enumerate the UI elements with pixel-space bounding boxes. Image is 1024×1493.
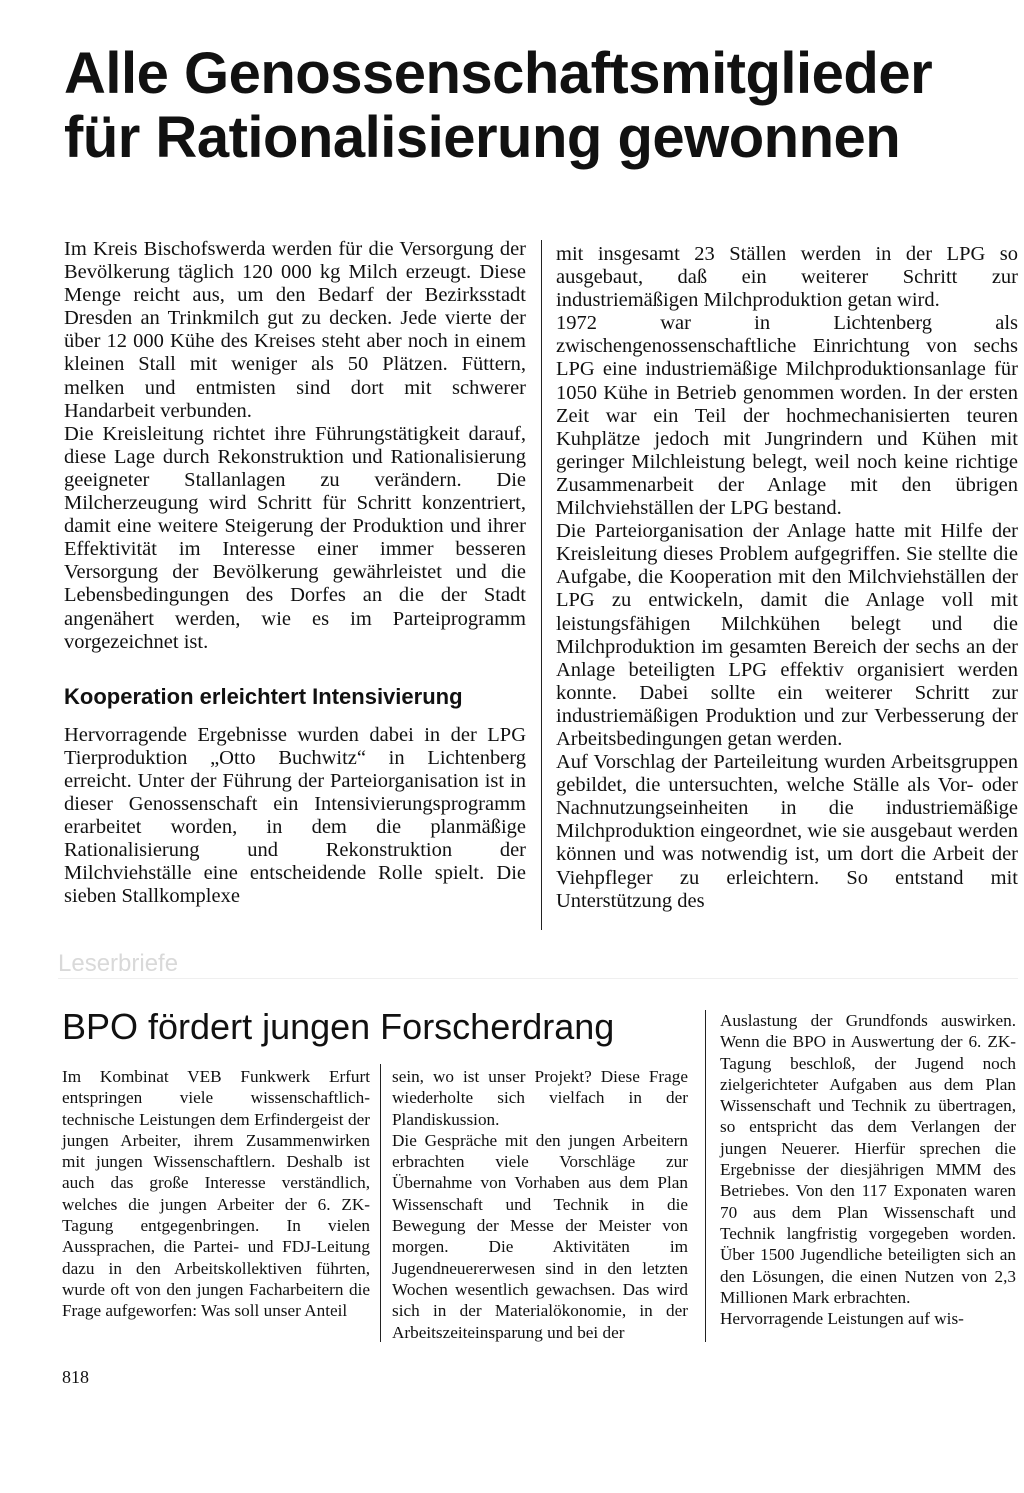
paragraph: Die Gespräche mit den jungen Arbeitern erbrachten viele Vorschläge zur Übernahme von Vorhaben aus dem Plan Wissenschaft und Technik in die Bewegung der Messe der Meister von morgen. Die Aktivitäten im Jugendneuererwesen sind in den letzten Wochen wesentlich gewachsen. Das wird sich in der Materialökonomie, in der Arbeitszeiteinsparung und bei der xyxy=(392,1130,688,1342)
paragraph: 1972 war in Lichtenberg als zwischengenossenschaftliche Einrichtung von sechs LPG eine industriemäßige Milchproduktionsanlage für 1050 Kühe in Betrieb genommen worden. In der ersten Zeit war ein Teil der hochmechanisierten teuren Kuhplätze jedoch mit Jungrindern und Kühen mit geringer Milchleistung belegt, weil noch keine richtige Zusammenarbeit der Anlage mit den übrigen Milchviehställen der LPG bestand. xyxy=(556,312,1018,520)
article-column-left xyxy=(64,238,526,908)
paragraph: Auf Vorschlag der Parteileitung wurden Arbeitsgruppen gebildet, die untersuchten, welche Ställe als Vor- oder Nachnutzungseinheiten in die industriemäßige Milchproduktion eingeordnet, wie sie ausgebaut werden können und was notwendig ist, um dort die Arbeit der Viehpfleger zu erleichtern. So entstand mit Unterstützung des xyxy=(556,751,1018,912)
second-article-headline: BPO fördert jungen Forscherdrang xyxy=(62,1006,615,1047)
paragraph: mit insgesamt 23 Ställen werden in der LPG so ausgebaut, daß ein weiterer Schritt zur industriemäßigen Milchproduktion getan wird. xyxy=(556,243,1018,312)
faded-rubric-label: Leserbriefe xyxy=(58,950,1018,979)
second-article-column-2 xyxy=(392,1066,688,1343)
paragraph: Hervorragende Leistungen auf wis- xyxy=(720,1309,964,1329)
column-divider xyxy=(705,1010,706,1342)
second-article-column-3 xyxy=(720,1010,1016,1329)
headline-line-1: Alle Genossenschaftsmitglieder xyxy=(64,41,933,106)
paragraph: Hervorragende Ergebnisse wurden dabei in der LPG Tierproduktion „Otto Buchwitz“ in Lichtenberg erreicht. Unter der Führung der Parteiorganisation ist in dieser Genossenschaft ein Intensivierungsprogramm erarbeitet worden, in dem die planmäßige Rationalisierung und Rekonstruktion der Milchviehställe eine entscheidende Rolle spielt. Die sieben Stallkomplexe xyxy=(64,723,526,908)
paragraph: Die Parteiorganisation der Anlage hatte mit Hilfe der Kreisleitung dieses Problem aufgegriffen. Sie stellte die Aufgabe, die Kooperation mit den Milchviehställen der LPG zu entwickeln, damit die Anlage voll mit leistungsfähigen Milchkühen belegt und die Milchproduktion im gesamten Bereich der sechs an der Anlage beteiligten LPG effektiv organisiert werden konnte. Dabei sollte ein weiterer Schritt zur industriemäßigen Produktion und zur Verbesserung der Arbeitsbedingungen getan werden. xyxy=(556,520,1018,750)
headline-line-2: für Rationalisierung gewonnen xyxy=(64,105,901,170)
column-divider xyxy=(380,1064,381,1342)
paragraph: Im Kombinat VEB Funkwerk Erfurt entspringen viele wissenschaftlich-technische Leistungen dem Erfindergeist der jungen Arbeiter, ihrem Zusammenwirken mit jungen Wissenschaftlern. Deshalb ist auch das große Interesse verständlich, welches die jungen Arbeiter der 6. ZK-Tagung entgegenbringen. In vielen Aussprachen, die Partei- und FDJ-Leitung dazu in den Arbeitskollektiven führten, wurde oft von den jungen Facharbeitern die Frage aufgeworfen: Was soll unser Anteil xyxy=(62,1067,370,1321)
section-subheading: Kooperation erleichtert Intensivierung xyxy=(64,683,463,709)
paragraph: Die Kreisleitung richtet ihre Führungstätigkeit darauf, diese Lage durch Rekonstruktion und Rationalisierung geeigneter Stallanlagen zu verändern. Die Milcherzeugung wird Schritt für Schritt konzentriert, damit eine weitere Steigerung der Produktion und ihrer Effektivität im Interesse einer immer besseren Versorgung der Bevölkerung gewährleistet und die Lebensbedingungen des Dorfes an die der Stadt angenähert werden, wie es im Parteiprogramm vorgezeichnet ist. xyxy=(64,422,526,653)
column-divider xyxy=(541,240,542,930)
paragraph: Im Kreis Bischofswerda werden für die Versorgung der Bevölkerung täglich 120 000 kg Milch erzeugt. Diese Menge reicht aus, um den Bedarf der Bezirksstadt Dresden an Trinkmilch gut zu decken. Jede vierte der über 12 000 Kühe des Kreises steht aber noch in einem kleinen Stall mit weniger als 50 Plätzen. Füttern, melken und entmisten sind dort mit schwerer Handarbeit verbunden. xyxy=(64,238,526,422)
article-column-right xyxy=(556,243,1018,913)
paragraph: Auslastung der Grundfonds auswirken. Wenn die BPO in Auswertung der 6. ZK-Tagung beschloß, der Jugend noch zielgerichteter Aufgaben aus dem Plan Wissenschaft und Technik zu übertragen, so entspricht das dem Verlangen der jungen Neuerer. Hierfür sprechen die Ergebnisse der diesjährigen MMM des Betriebes. Von den 117 Exponaten waren 70 aus dem Plan Wissenschaft und Technik langfristig vorgegeben worden. Über 1500 Jugendliche beteiligten sich an den Lösungen, die einen Nutzen von 2,3 Millionen Mark erbrachten. xyxy=(720,1011,1016,1307)
second-article-column-1 xyxy=(62,1066,370,1322)
page-number: 818 xyxy=(62,1367,89,1387)
article-headline xyxy=(64,42,984,170)
paragraph: sein, wo ist unser Projekt? Diese Frage wiederholte sich vielfach in der Plandiskussion. xyxy=(392,1067,688,1129)
